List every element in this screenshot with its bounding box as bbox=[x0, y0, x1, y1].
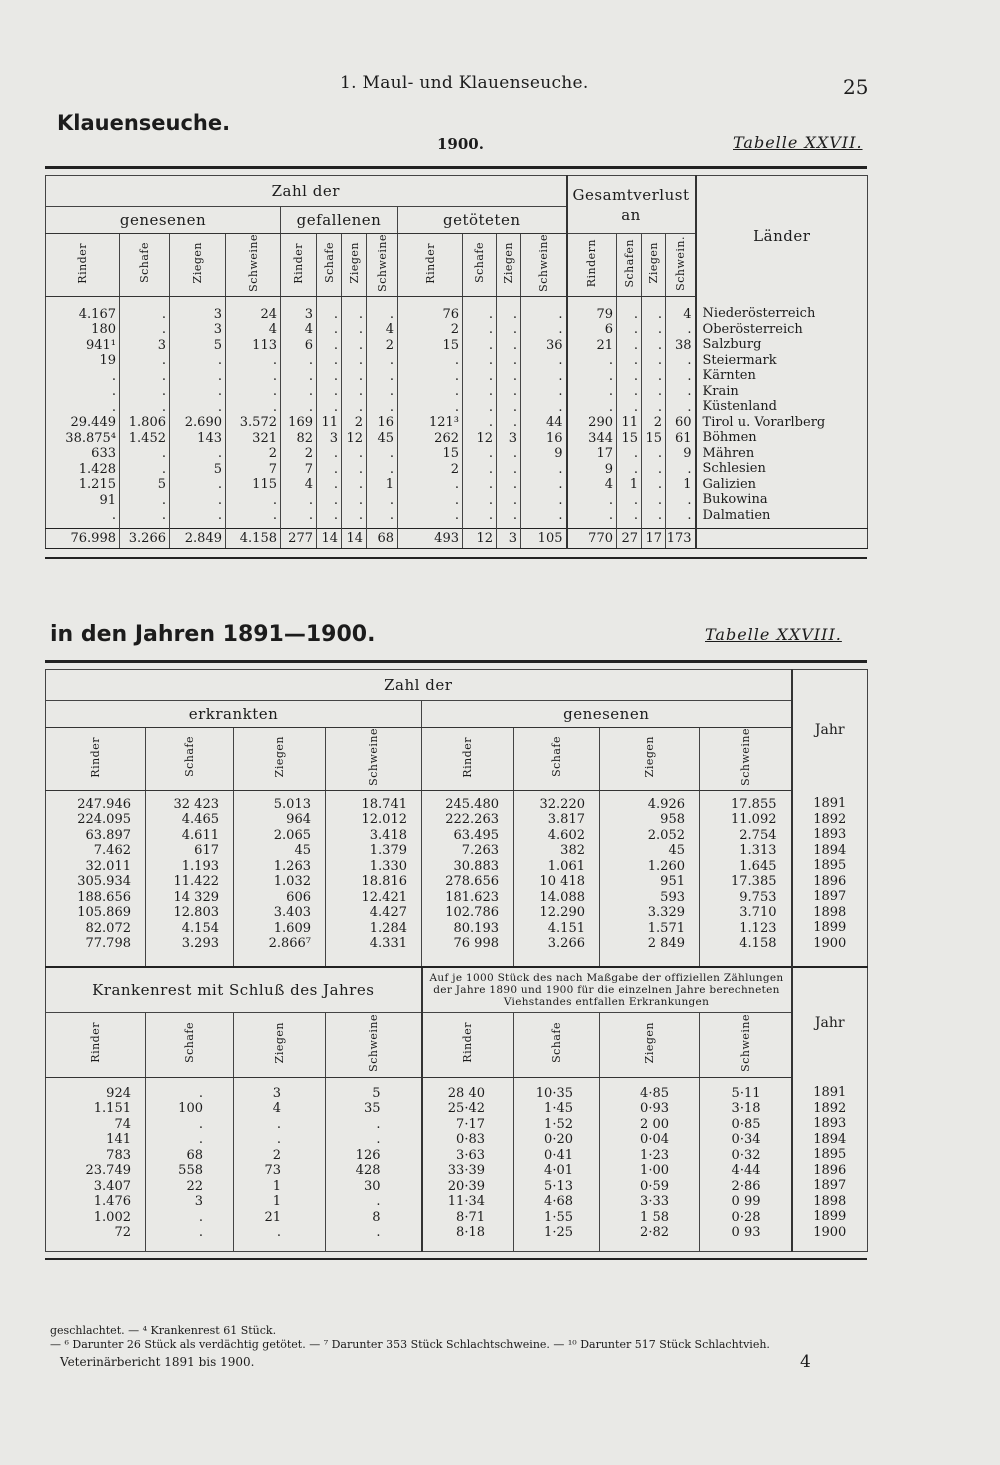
col-header: Schafe bbox=[463, 234, 497, 297]
total-cell: 105 bbox=[521, 528, 567, 548]
col-header: Ziegen bbox=[234, 728, 326, 791]
col-values: 18.741 12.012 3.418 1.379 1.330 18.816 12.421 4.427 1.284 4.331 bbox=[326, 790, 422, 967]
col-values: 5·11 3·18 0·85 0·34 0·32 4·44 2·86 0 99 0·28 0 93 bbox=[700, 1077, 792, 1251]
col-values: 245.480 222.263 63.495 7.263 30.883 278.656 181.623 102.786 80.193 76 998 bbox=[422, 790, 514, 967]
per-1000-heading: Auf je 1000 Stück des nach Maßgabe der offiziellen Zählungen der Jahre 1890 und 1900 für die einzelnen Jahre berechneten Viehstandes entfallen Erkrankungen bbox=[422, 967, 792, 1013]
table-xxvii bbox=[45, 166, 867, 559]
table-body bbox=[46, 296, 868, 528]
total-cell: 17 bbox=[642, 528, 666, 548]
col-values: 5.013 964 2.065 45 1.263 1.032 606 3.403 1.609 2.866⁷ bbox=[234, 790, 326, 967]
year-values: 1891 1892 1893 1894 1895 1896 1897 1898 1899 1900 bbox=[792, 790, 868, 967]
col-header: Ziegen bbox=[342, 234, 367, 297]
col-values: . . . . . . . . 12 . . . . . bbox=[463, 296, 497, 528]
col-header: Ziegen bbox=[497, 234, 521, 297]
col-values: 4.167 180 941¹ 19 . . . 29.449 38.875⁴ 633 1.428 1.215 91 . bbox=[65, 306, 116, 524]
running-head: 1. Maul- und Klauenseuche. bbox=[340, 73, 589, 93]
col-header: Ziegen bbox=[234, 1012, 326, 1077]
col-values: . . . . . . . 2 15 . . . . . bbox=[642, 296, 666, 528]
table-label-xxviii: Tabelle XXVIII. bbox=[705, 625, 842, 644]
col-header: Schweine bbox=[367, 234, 398, 297]
col-header: Schweine bbox=[326, 728, 422, 791]
total-cell: 3.266 bbox=[120, 528, 170, 548]
col-values: . 4 2 . . . . 16 45 . . 1 . . bbox=[367, 296, 398, 528]
col-header: Schwein. bbox=[666, 234, 696, 297]
col-header: Schafe bbox=[317, 234, 342, 297]
col-values: 79 6 21 . . . . 290 344 17 9 4 . . bbox=[567, 296, 617, 528]
col-header: Rinder bbox=[422, 1012, 514, 1077]
col-header: Rinder bbox=[422, 728, 514, 791]
signature-mark: 4 bbox=[800, 1352, 811, 1372]
col-header: Schafen bbox=[617, 234, 642, 297]
col-values: 32 423 4.465 4.611 617 1.193 11.422 14 329 12.803 4.154 3.293 bbox=[146, 790, 234, 967]
zahl-der-heading-2: Zahl der bbox=[46, 670, 792, 701]
total-cell: 2.849 bbox=[170, 528, 226, 548]
col-values: 5 35 . . 126 428 30 . 8 . bbox=[326, 1077, 422, 1251]
col-header: Schafe bbox=[120, 234, 170, 297]
total-cell: 3 bbox=[497, 528, 521, 548]
col-header: Rinder bbox=[46, 234, 120, 297]
col-header: Schafe bbox=[514, 728, 600, 791]
col-header: Schweine bbox=[521, 234, 567, 297]
erkrankten-heading: erkrankten bbox=[46, 701, 422, 728]
col-values: 76 2 15 . . . . 121³ 262 15 2 . . . bbox=[398, 296, 463, 528]
col-header: Ziegen bbox=[642, 234, 666, 297]
total-cell: 277 bbox=[281, 528, 317, 548]
col-header: Schafe bbox=[146, 1012, 234, 1077]
total-cell: 770 bbox=[567, 528, 617, 548]
gefallenen-heading: gefallenen bbox=[281, 207, 398, 234]
total-cell: 4.158 bbox=[226, 528, 281, 548]
col-values: 10·35 1·45 1·52 0·20 0·41 4·01 5·13 4·68 1·55 1·25 bbox=[514, 1077, 600, 1251]
col-values: 4 . 38 . . . . 60 61 9 . 1 . . bbox=[666, 296, 696, 528]
col-values: . . . . . . . 2 12 . . . . . bbox=[342, 296, 367, 528]
col-values: 24 4 113 . . . . 3.572 321 2 7 115 . . bbox=[226, 296, 281, 528]
laender-heading: Länder bbox=[696, 176, 868, 297]
col-header: Schweine bbox=[700, 1012, 792, 1077]
col-header: Rinder bbox=[46, 728, 146, 791]
totals-row bbox=[46, 528, 868, 548]
col-values: . . . . . . . 11 3 . . . . . bbox=[317, 296, 342, 528]
col-values: 17.855 11.092 2.754 1.313 1.645 17.385 9.753 3.710 1.123 4.158 bbox=[700, 790, 792, 967]
total-cell: 493 bbox=[398, 528, 463, 548]
col-values: 3 4 . . 2 73 1 1 21 . bbox=[234, 1077, 326, 1251]
total-cell: 173 bbox=[666, 528, 696, 548]
table-body-2 bbox=[46, 790, 868, 967]
section-title-jahre: in den Jahren 1891—1900. bbox=[50, 622, 376, 647]
col-values: 28 40 25·42 7·17 0·83 3·63 33·39 20·39 11·34 8·71 8·18 bbox=[422, 1077, 514, 1251]
genesenen-heading-2: genesenen bbox=[422, 701, 792, 728]
footnote-line-2: — ⁶ Darunter 26 Stück als verdächtig getötet. — ⁷ Darunter 353 Stück Schlachtschweine. — ¹⁰ Darunter 517 Stück Schlachtvieh. bbox=[50, 1338, 770, 1351]
col-values: 4.926 958 2.052 45 1.260 951 593 3.329 1.571 2 849 bbox=[600, 790, 700, 967]
gesamtverlust-sub: an bbox=[621, 205, 641, 224]
section-title-klauenseuche: Klauenseuche. bbox=[57, 111, 231, 135]
total-cell: 12 bbox=[463, 528, 497, 548]
report-title: Veterinärbericht 1891 bis 1900. bbox=[60, 1355, 255, 1369]
col-header: Schafe bbox=[514, 1012, 600, 1077]
col-header: Schweine bbox=[700, 728, 792, 791]
laender-list: Niederösterreich Oberösterreich Salzburg Steiermark Kärnten Krain Küstenland Tirol u. Vorarlberg Böhmen Mähren Schlesien Galizien Bukowina Dalmatien bbox=[696, 296, 868, 528]
total-cell: 76.998 bbox=[46, 528, 120, 548]
col-values: 247.946 224.095 63.897 7.462 32.011 305.934 188.656 105.869 82.072 77.798 bbox=[77, 796, 131, 952]
col-values: . . . . . . . . 3 . . . . . bbox=[497, 296, 521, 528]
total-cell: 68 bbox=[367, 528, 398, 548]
col-header: Rinder bbox=[398, 234, 463, 297]
jahr-heading: Jahr bbox=[792, 670, 868, 791]
col-values: 924 1.151 74 141 783 23.749 3.407 1.476 1.002 72 bbox=[85, 1085, 131, 1241]
col-values: 3 3 5 . . . . 2.690 143 . 5 . . . bbox=[170, 296, 226, 528]
col-header: Rinder bbox=[281, 234, 317, 297]
table-year: 1900. bbox=[437, 135, 484, 153]
col-header: Rinder bbox=[46, 1012, 146, 1077]
year-values: 1891 1892 1893 1894 1895 1896 1897 1898 1899 1900 bbox=[792, 1077, 868, 1251]
jahr-heading-2: Jahr bbox=[792, 967, 868, 1078]
table-rule bbox=[45, 1258, 867, 1260]
col-values: . 100 . . 68 558 22 3 . . bbox=[146, 1077, 234, 1251]
col-values: . . 36 . . . . 44 16 9 . . . . bbox=[521, 296, 567, 528]
col-header: Schweine bbox=[326, 1012, 422, 1077]
col-header: Rindern bbox=[567, 234, 617, 297]
table-rule bbox=[45, 557, 867, 559]
col-values: . . 3 . . . . 1.806 1.452 . . 5 . . bbox=[120, 296, 170, 528]
zahl-der-heading: Zahl der bbox=[46, 176, 567, 207]
table-label-xxvii: Tabelle XXVII. bbox=[733, 133, 863, 152]
total-cell: 14 bbox=[342, 528, 367, 548]
getoeteten-heading: getöteten bbox=[398, 207, 567, 234]
col-header: Schweine bbox=[226, 234, 281, 297]
page-number: 25 bbox=[843, 75, 869, 99]
col-values: 32.220 3.817 4.602 382 1.061 10 418 14.088 12.290 4.151 3.266 bbox=[514, 790, 600, 967]
col-header: Ziegen bbox=[170, 234, 226, 297]
table-body-3 bbox=[46, 1077, 868, 1251]
gesamtverlust-heading: Gesamtverlust bbox=[572, 185, 690, 204]
krankenrest-heading: Krankenrest mit Schluß des Jahres bbox=[46, 967, 422, 1013]
col-header: Schafe bbox=[146, 728, 234, 791]
table-xxviii bbox=[45, 660, 867, 1260]
footnote-line-1: geschlachtet. — ⁴ Krankenrest 61 Stück. bbox=[50, 1324, 277, 1337]
col-values: 4·85 0·93 2 00 0·04 1·23 1·00 0·59 3·33 1 58 2·82 bbox=[600, 1077, 700, 1251]
total-cell: 27 bbox=[617, 528, 642, 548]
col-header: Ziegen bbox=[600, 728, 700, 791]
total-cell: 14 bbox=[317, 528, 342, 548]
genesenen-heading: genesenen bbox=[46, 207, 281, 234]
col-header: Ziegen bbox=[600, 1012, 700, 1077]
col-values: . . . . . . . 11 15 . . 1 . . bbox=[617, 296, 642, 528]
col-values: 3 4 6 . . . . 169 82 2 7 4 . . bbox=[281, 296, 317, 528]
